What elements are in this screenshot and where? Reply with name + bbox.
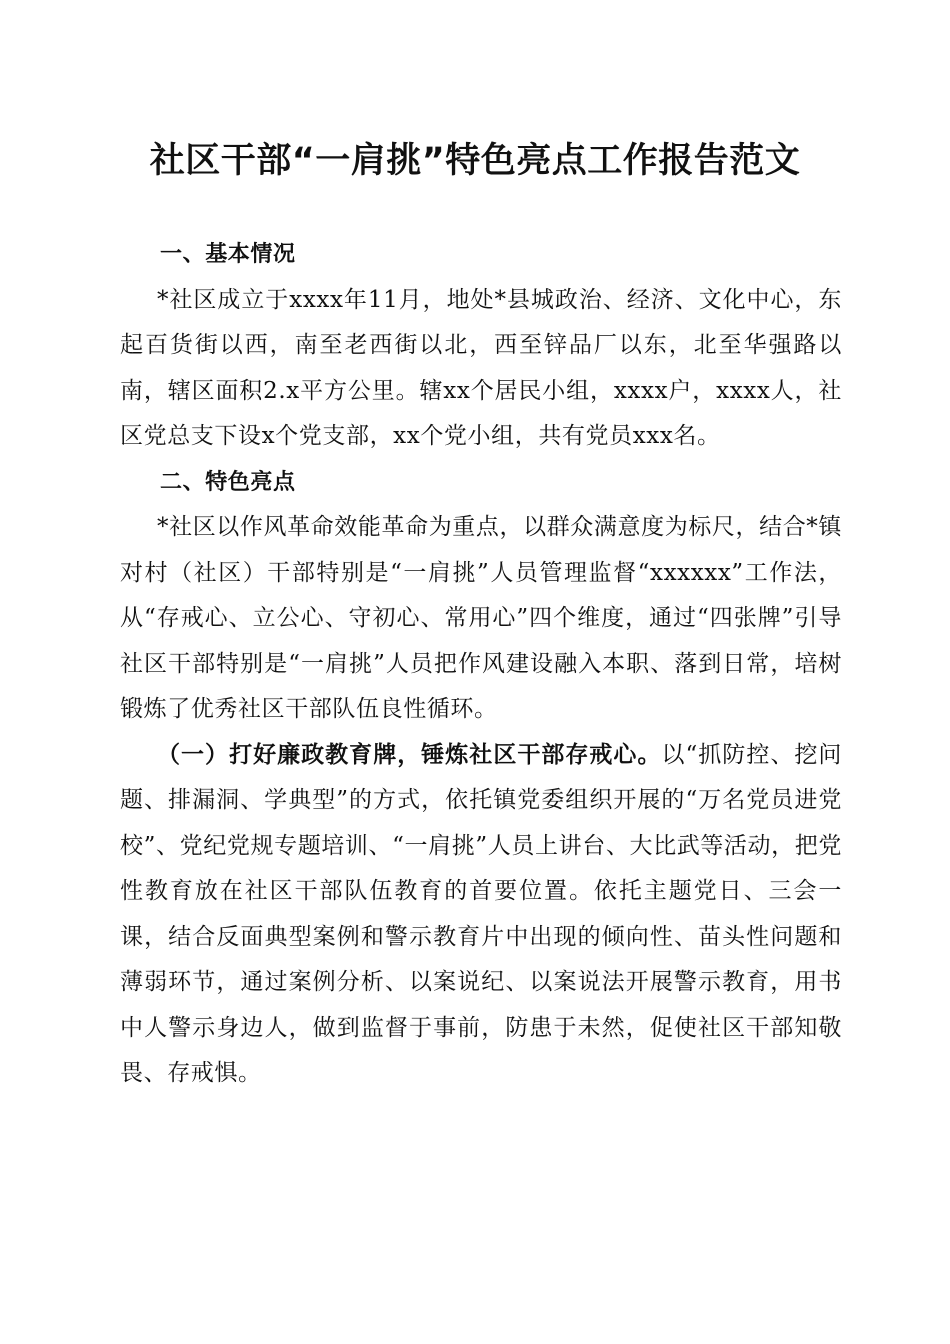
subsection-heading: （一）打好廉政教育牌，锤炼社区干部存戒心。 [157, 741, 662, 768]
subsection-text: 以“抓防控、挖问题、排漏洞、学典型”的方式，依托镇党委组织开展的“万名党员进党校”、党纪党规专题培训、“一肩挑”人员上讲台、大比武等活动，把党性教育放在社区干部队伍教育的首要位置。依托主题党日、三会一课，结合反面典型案例和警示教育片中出现的倾向性、苗头性问题和薄弱环节，通过案例分析、以案说纪、以案说法开展警示教育，用书中人警示身边人，做到监督于事前，防患于未然，促使社区干部知敬畏、存戒惧。 [120, 741, 842, 1086]
document-body [120, 232, 842, 1097]
section-paragraph-highlights: *社区以作风革命效能革命为重点，以群众满意度为标尺，结合*镇对村（社区）干部特别是“一肩挑”人员管理监督“xxxxxx”工作法，从“存戒心、立公心、守初心、常用心”四个维度，通过“四张牌”引导社区干部特别是“一肩挑”人员把作风建设融入本职、落到日常，培树锻炼了优秀社区干部队伍良性循环。 [120, 514, 842, 722]
subsection-paragraph [120, 733, 842, 1097]
section-heading-highlights: 二、特色亮点 [160, 469, 296, 495]
section-paragraph-basic-info: *社区成立于xxxx年11月，地处*县城政治、经济、文化中心，东起百货街以西，南至老西街以北，西至锌品厂以东，北至华强路以南，辖区面积2.x平方公里。辖xx个居民小组，xxxx户，xxxx人，社区党总支下设x个党支部，xx个党小组，共有党员xxx名。 [120, 286, 842, 449]
document-title: 社区干部“一肩挑”特色亮点工作报告范文 [149, 141, 801, 181]
section-heading-basic-info: 一、基本情况 [160, 242, 296, 267]
